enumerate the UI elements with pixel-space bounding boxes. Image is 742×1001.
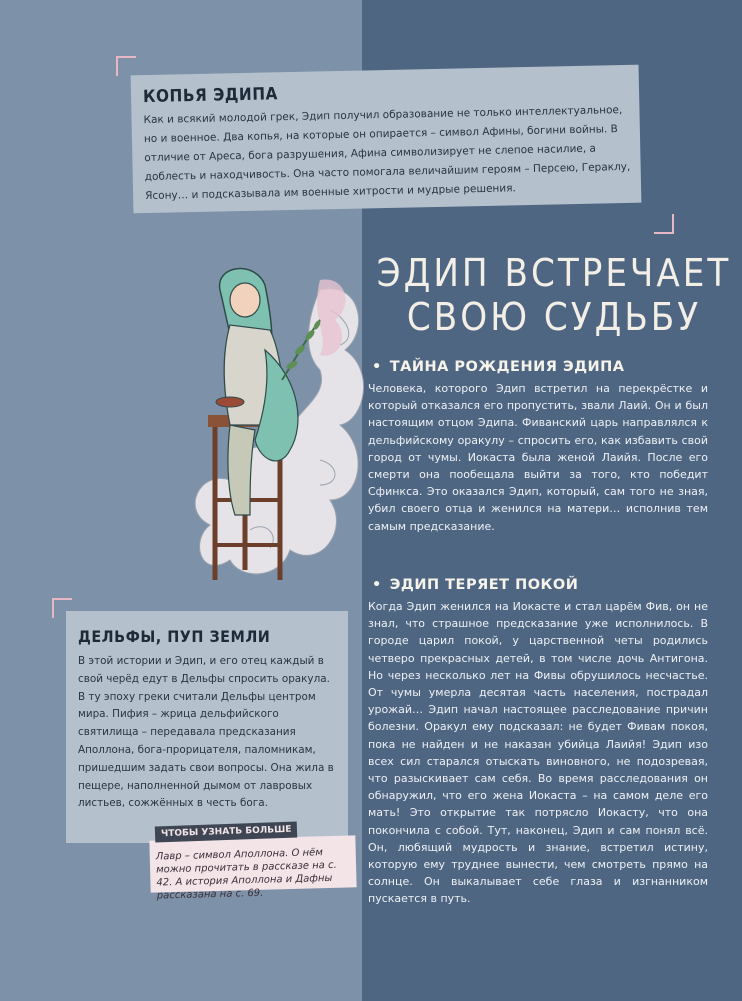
bullet-icon: • (372, 359, 382, 375)
pythia-priestess-illustration (170, 250, 370, 610)
section-heading (372, 577, 578, 593)
section-body: Когда Эдип женился на Иокасте и стал царём Фив, он не знал, что страшное предсказание уже исполнилось. В городе царил покой, у царственной четы родились четверо прекрасных детей, в том числе дочь Антигона. Но через несколько лет на Фивы обрушилось несчастье. От чумы умерла десятая часть населения, пострадал урожай… Эдип начал настоящее расследование причин болезни. Оракул ему подсказал: не будет Фивам покоя, пока не найден и не наказан убийца Лаийя! Эдип изо всех сил старался отыскать виновного, не подозревая, что разыскивает сам себя. Во время расследования он обнаружил, что его жена Иокаста – на самом деле его мать! Это открытие так потрясло Иокасту, что она покончила с собой. Тут, наконец, Эдип и сам понял всё. Он, любящий мудрость и знание, встретил истину, которую ему труднее вынести, чем смотреть прямо на солнце. Он выкалывает себе глаза и изгнанником пускается в путь. (368, 600, 708, 906)
section-heading (372, 359, 625, 375)
spears-info-box (131, 65, 642, 214)
bullet-icon: • (372, 577, 382, 593)
corner-bracket (654, 214, 674, 234)
note-text: Лавр – символ Аполлона. О нём можно прочитать в рассказе на с. 42. А история Аполлона и Дафны рассказана на с. 69. (155, 847, 337, 902)
section-title-text: ТАЙНА РОЖДЕНИЯ ЭДИПА (389, 359, 625, 375)
section-title-text: ЭДИП ТЕРЯЕТ ПОКОЙ (389, 577, 579, 593)
section-body: Человека, которого Эдип встретил на перекрёстке и который отказался его пропустить, звали Лаий. Он и был настоящим отцом Эдипа. Фиванский царь направлялся к дельфийскому оракулу – спросить его, как избавить свой город от чумы. Иокаста была женой Лаийя. После его смерти она пообещала выйти за того, кто победит Сфинкса. Это оказался Эдип, который, сам того не зная, убил своего отца и женился на матери… исполнив тем самым предсказание. (368, 382, 708, 533)
delphi-box-title: ДЕЛЬФЫ, ПУП ЗЕМЛИ (78, 627, 271, 646)
spears-box-title: КОПЬЯ ЭДИПА (142, 84, 279, 108)
spears-box-text: Как и всякий молодой грек, Эдип получил образование не только интеллектуальное, но и военное. Два копья, на которые он опирается – символ Афины, богини войны. В отличие от Ареса, бога разрушения, Афина символизирует не слепое насилие, а доблесть и находчивость. Она часто помогала величайшим героям – Персею, Гераклу, Ясону… и подсказывала им военные хитрости и мудрые решения. (143, 104, 631, 203)
more-info-note (149, 835, 356, 902)
delphi-box-text: В этой истории и Эдип, и его отец каждый в свой черёд едут в Дельфы спросить оракула. В ту эпоху греки считали Дельфы центром мира. Пифия – жрица дельфийского святилища – передавала предсказания Аполлона, бога-прорицателя, паломникам, пришедшим задать свои вопросы. Она жила в пещере, наполненной дымом от лавровых листьев, сожжённых в честь бога. (78, 655, 334, 810)
page-title: ЭДИП ВСТРЕЧАЕТ СВОЮ СУДЬБУ (376, 251, 732, 340)
note-heading: ЧТОБЫ УЗНАТЬ БОЛЬШЕ (155, 822, 298, 843)
delphi-info-box (66, 611, 348, 843)
corner-bracket (116, 56, 136, 76)
